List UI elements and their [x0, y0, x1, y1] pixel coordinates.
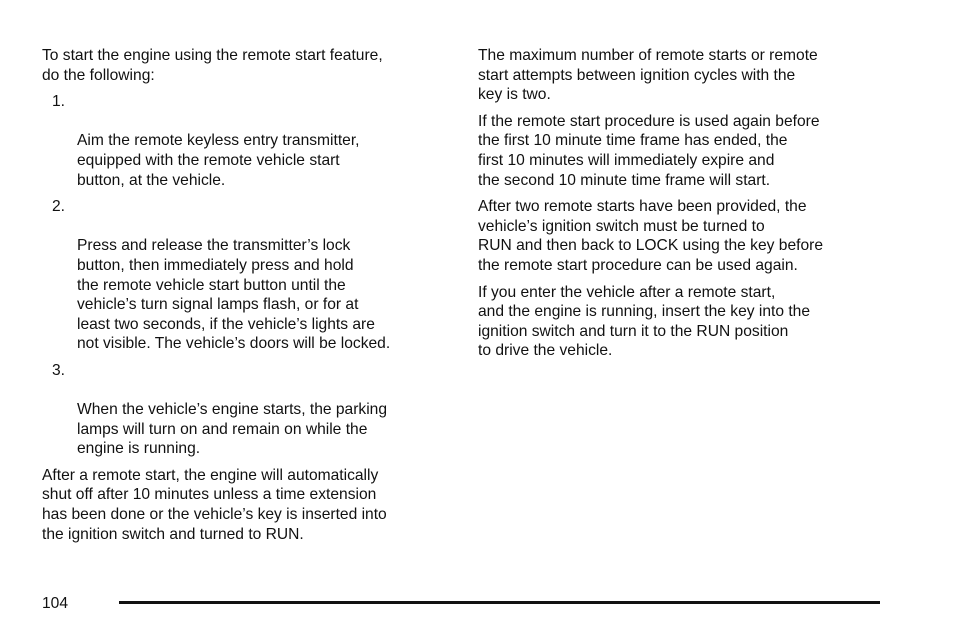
- list-item: [42, 361, 446, 459]
- step-text: When the vehicle’s engine starts, the parking lamps will turn on and remain on while the engine is running.: [77, 401, 388, 458]
- step-text: Press and release the transmitter’s lock button, then immediately press and hold the remote vehicle start button until the vehicle’s turn signal lamps flash, or for at least two seconds, if the vehicle’s lights are not visible. The vehicle’s doors will be locked.: [77, 237, 391, 353]
- list-item: [42, 197, 446, 354]
- list-item: [42, 92, 446, 190]
- repeat-start-paragraph: If the remote start procedure is used again before the first 10 minute time frame has ended, the first 10 minutes will immediately expire and the second 10 minute time frame will start.: [478, 112, 820, 189]
- ignition-cycle-paragraph: After two remote starts have been provided, the vehicle’s ignition switch must be turned to RUN and then back to LOCK using the key before the remote start procedure can be used again.: [478, 198, 823, 274]
- step-number: 3.: [52, 361, 66, 379]
- step-number: 1.: [52, 93, 66, 111]
- step-text: Aim the remote keyless entry transmitter, equipped with the remote vehicle start button, at the vehicle.: [77, 132, 360, 189]
- left-column: [42, 46, 446, 551]
- max-starts-paragraph: The maximum number of remote starts or remote start attempts between ignition cycles with the key is two.: [478, 47, 818, 104]
- page-number: 104: [42, 595, 69, 612]
- after-start-paragraph: After a remote start, the engine will automatically shut off after 10 minutes unless a time extension has been done or the vehicle’s key is inserted into the ignition switch and turned to RUN.: [42, 466, 387, 543]
- footer-rule: [119, 601, 880, 604]
- intro-paragraph: To start the engine using the remote start feature, do the following:: [42, 47, 383, 84]
- enter-vehicle-paragraph: If you enter the vehicle after a remote start, and the engine is running, insert the key into the ignition switch and turn it to the RUN position to drive the vehicle.: [478, 283, 811, 360]
- steps-list: [42, 92, 446, 459]
- step-number: 2.: [52, 198, 66, 216]
- right-column: [478, 46, 882, 368]
